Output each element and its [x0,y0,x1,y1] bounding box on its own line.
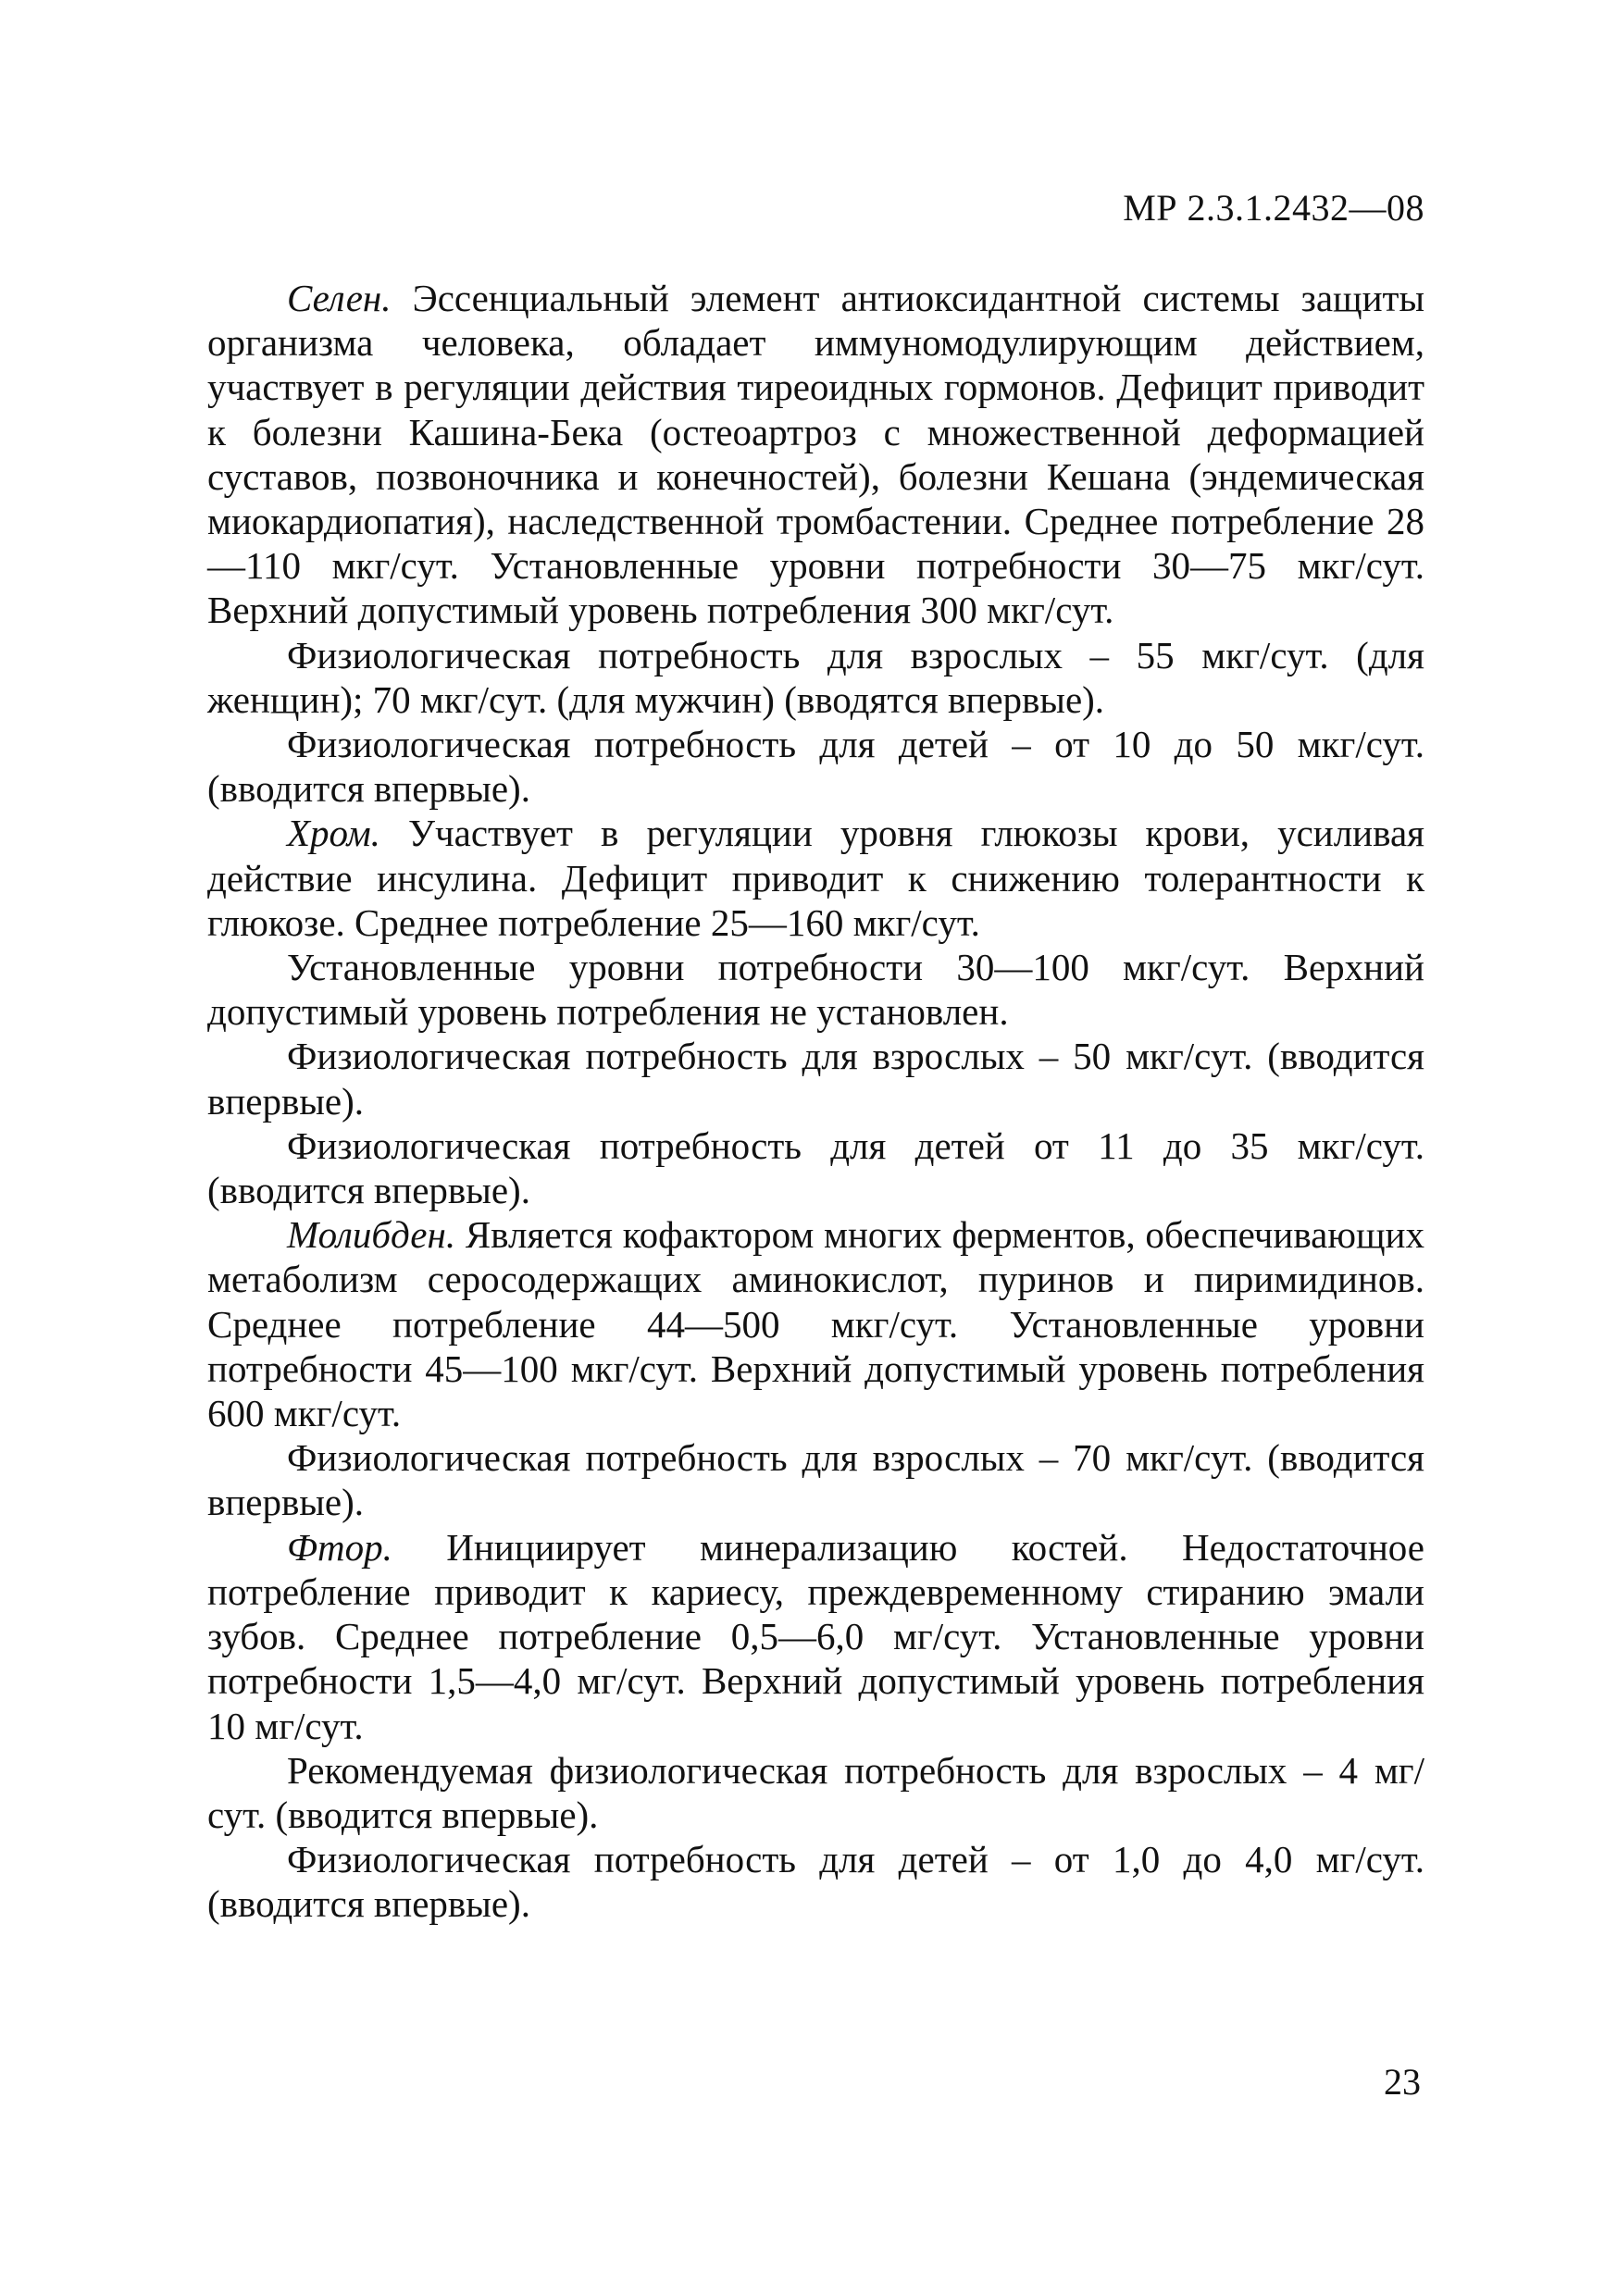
paragraph-text: Физиологическая потребность для взрослых – 55 мкг/сут. (для женщин); 70 мкг/сут. (для мужчин) (вводятся впервые). [207,633,1424,721]
paragraph-text: Эссенциальный элемент антиоксидантной системы защиты организма человека, обладает иммуномодулирующим действием, участвует в регуляции действия тиреоидных гормонов. Дефицит приводит к болезни Кашина-Бека (остеоартроз с множественной деформацией суставов, позвоночника и конечностей), болезни Кешана (эндемическая миокардиопатия), наследственной тромбастении. Среднее потребление 28—110 мкг/сут. Установленные уровни потребности 30—75 мкг/сут. Верхний допустимый уровень потребления 300 мкг/сут. [207,277,1424,632]
element-term: Фтор. [287,1525,392,1569]
paragraph-text: Является кофактором многих ферментов, обеспечивающих метаболизм серосодержащих аминокислот, пуринов и пиримидинов. Среднее потребление 44—500 мкг/сут. Установленные уровни потребности 45—100 мкг/сут. Верхний допустимый уровень потребления 600 мкг/сут. [207,1213,1424,1435]
paragraph-text: Инициирует минерализацию костей. Недостаточное потребление приводит к кариесу, преждевременному стиранию эмали зубов. Среднее потребление 0,5—6,0 мг/сут. Установленные уровни потребности 1,5—4,0 мг/сут. Верхний допустимый уровень потребления 10 мг/сут. [207,1525,1424,1747]
paragraph-text: Физиологическая потребность для детей – от 1,0 до 4,0 мг/сут. (вводится впервые). [207,1838,1424,1926]
paragraph-chromium [207,811,1424,945]
paragraph-chromium-adults [207,1034,1424,1123]
element-term: Молибден. [287,1213,456,1257]
paragraph-text: Установленные уровни потребности 30—100 мкг/сут. Верхний допустимый уровень потребления не установлен. [207,946,1424,1034]
paragraph-text: Участвует в регуляции уровня глюкозы крови, усиливая действие инсулина. Дефицит приводит к снижению толерантности к глюкозе. Среднее потребление 25—160 мкг/сут. [207,812,1424,944]
paragraph-chromium-children [207,1123,1424,1212]
document-body [207,276,1424,1927]
paragraph-fluorine [207,1525,1424,1748]
paragraph-fluorine-children [207,1837,1424,1926]
paragraph-selenium [207,276,1424,633]
paragraph-text: Физиологическая потребность для взрослых – 70 мкг/сут. (вводится впервые). [207,1436,1424,1524]
element-term: Хром. [287,812,380,855]
element-term: Селен. [287,277,392,319]
paragraph-fluorine-adults [207,1748,1424,1837]
paragraph-text: Физиологическая потребность для детей – от 10 до 50 мкг/сут. (вводится впервые). [207,723,1424,811]
paragraph-text: Физиологическая потребность для детей от 11 до 35 мкг/сут. (вводится впервые). [207,1123,1424,1212]
paragraph-chromium-levels [207,945,1424,1034]
paragraph-text: Физиологическая потребность для взрослых – 50 мкг/сут. (вводится впервые). [207,1035,1424,1123]
document-code: МР 2.3.1.2432—08 [1123,187,1424,229]
paragraph-selenium-children [207,722,1424,811]
paragraph-molybdenum [207,1212,1424,1435]
paragraph-molybdenum-adults [207,1435,1424,1524]
page-number: 23 [1384,2061,1421,2103]
paragraph-selenium-adults [207,633,1424,722]
paragraph-text: Рекомендуемая физиологическая потребность для взрослых – 4 мг/сут. (вводится впервые). [207,1748,1424,1836]
